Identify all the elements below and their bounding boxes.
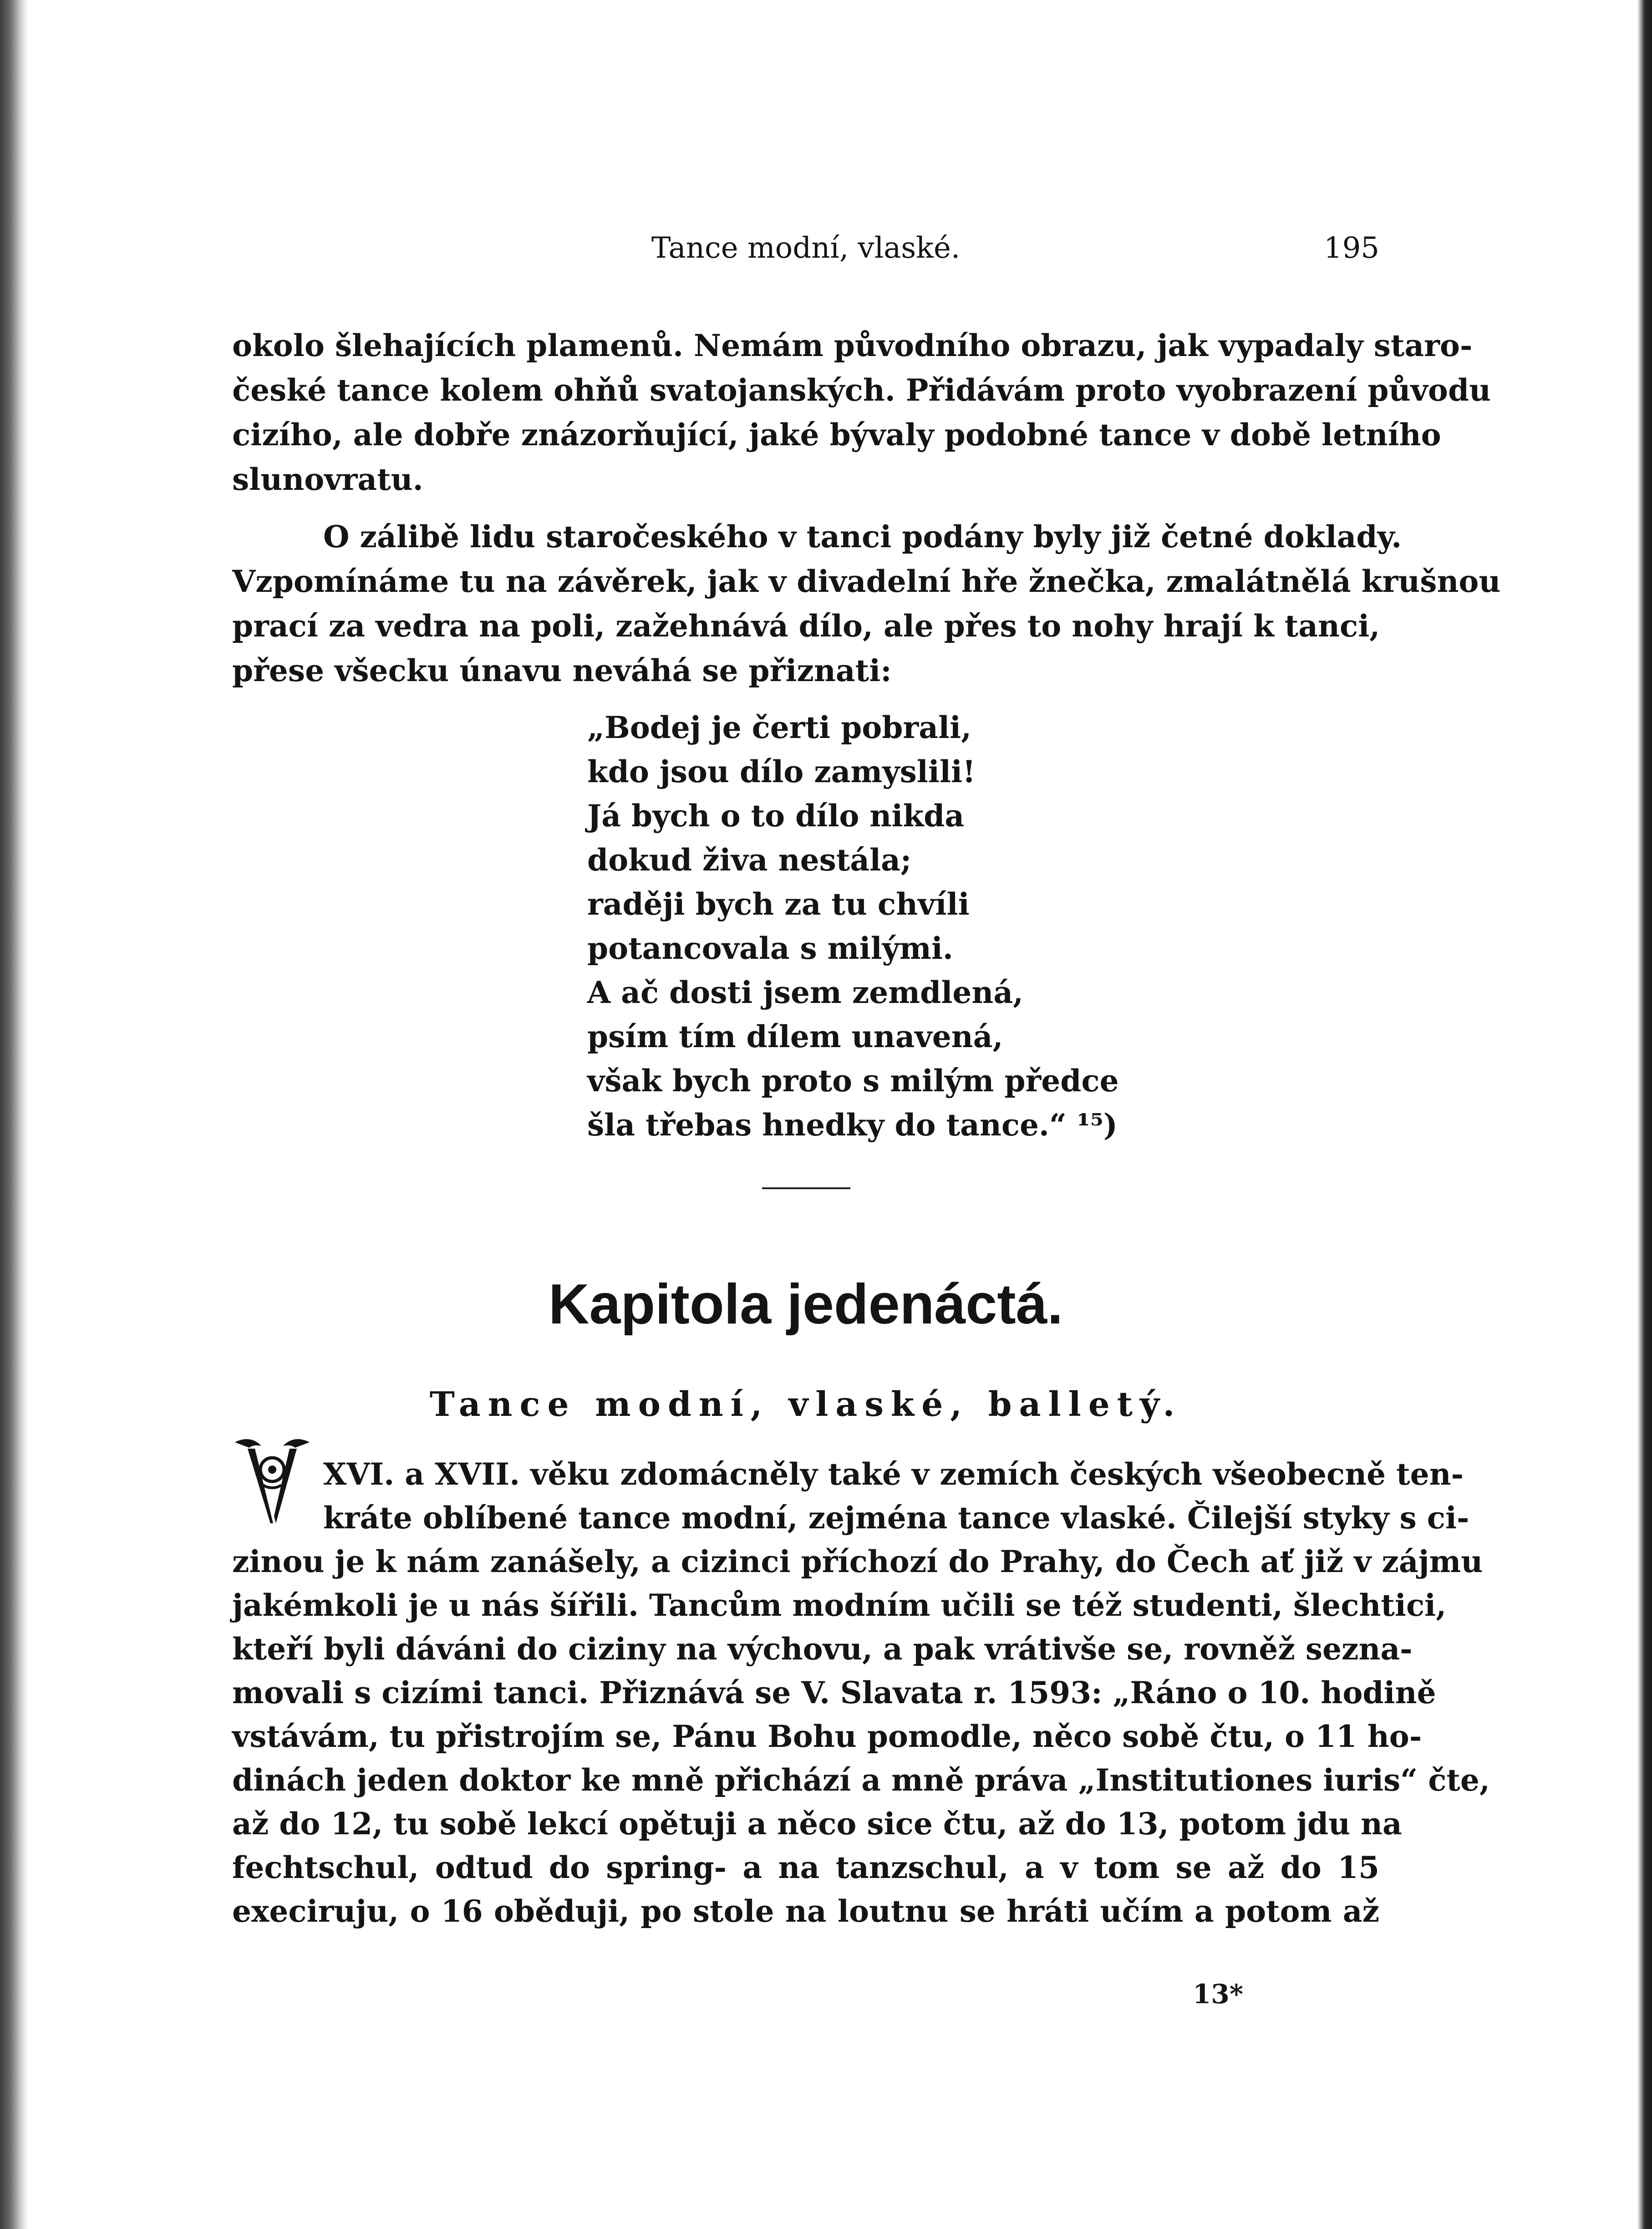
text-line: XVI. a XVII. věku zdomácněly také v zemích českých všeobecně ten- — [323, 1456, 1464, 1492]
scan-edge-right — [1637, 0, 1652, 2229]
section-divider — [762, 1187, 850, 1189]
chapter-subtitle: Tance modní, vlaské, balletý. — [429, 1385, 1182, 1424]
text-line: jakémkoli je u nás šířili. Tancům modním učili se též studenti, šlechtici, — [232, 1588, 1447, 1623]
poem-line: „Bodej je čerti pobrali, — [587, 710, 972, 745]
text-line: přese všecku únavu neváhá se přiznati: — [232, 653, 892, 688]
text-line: slunovratu. — [232, 462, 423, 497]
poem-line: Já bych o to dílo nikda — [587, 798, 965, 834]
text-line: execiruju, o 16 oběduji, po stole na loutnu se hráti učím a potom až — [232, 1893, 1379, 1929]
poem-line: A ač dosti jsem zemdlená, — [587, 975, 1024, 1010]
running-head — [232, 228, 1379, 269]
initial-ornament-right — [283, 1439, 310, 1448]
text-line: fechtschul, odtud do spring- a na tanzschul, a v tom se až do 15 — [232, 1850, 1379, 1885]
text-line: movali s cizími tanci. Přiznává se V. Slavata r. 1593: „Ráno o 10. hodině — [232, 1675, 1436, 1710]
chapter-heading: Kapitola jedenáctá. — [548, 1273, 1063, 1336]
poem-line: však bych proto s milým předce — [587, 1063, 1119, 1099]
text-line: zinou je k nám zanášely, a cizinci příchozí do Prahy, do Čech ať již v zájmu — [232, 1544, 1483, 1579]
poem-line: potancovala s milými. — [587, 931, 953, 966]
poem-line: raději bych za tu chvíli — [587, 886, 970, 922]
text-line: až do 12, tu sobě lekcí opětuji a něco sice čtu, až do 13, potom jdu na — [232, 1806, 1402, 1842]
text-line: české tance kolem ohňů svatojanských. Přidávám proto vyobrazení původu — [232, 372, 1491, 408]
text-line: kráte oblíbené tance modní, zejména tance vlaské. Čilejší styky s ci- — [323, 1500, 1469, 1536]
text-line: vstávám, tu přistrojím se, Pánu Bohu pomodle, něco sobě čtu, o 11 ho- — [232, 1719, 1422, 1754]
poem-line: psím tím dílem unavená, — [587, 1019, 1003, 1054]
page-number: 195 — [1323, 231, 1379, 265]
text-line: prací za vedra na poli, zažehnává dílo, ale přes to nohy hrají k tanci, — [232, 608, 1380, 644]
text-line: okolo šlehajících plamenů. Nemám původního obrazu, jak vypadaly staro- — [232, 328, 1473, 363]
poem-line: dokud živa nestála; — [587, 842, 912, 878]
text-line: O zálibě lidu staročeského v tanci podány byly již četné doklady. — [323, 519, 1402, 555]
paragraph-1 — [232, 323, 1491, 502]
initial-ornament-left — [235, 1439, 261, 1448]
running-title: Tance modní, vlaské. — [651, 231, 961, 265]
scan-edge-left — [0, 0, 28, 2229]
signature-mark: 13* — [1193, 1979, 1244, 2010]
poem-line: kdo jsou dílo zamyslili! — [587, 754, 976, 789]
text-line: cizího, ale dobře znázorňující, jaké bývaly podobné tance v době letního — [232, 417, 1441, 453]
text-line: kteří byli dáváni do ciziny na výchovu, a pak vrátivše se, rovněž sezna- — [232, 1631, 1413, 1667]
text-line: dinách jeden doktor ke mně přichází a mně práva „Institutiones iuris“ čte, — [232, 1762, 1490, 1798]
poem-quote — [587, 706, 1119, 1147]
chapter-body — [232, 1452, 1490, 1933]
poem-line: šla třebas hnedky do tance.“ ¹⁵) — [587, 1107, 1118, 1143]
text-line: Vzpomínáme tu na závěrek, jak v divadelní hře žnečka, zmalátnělá krušnou — [232, 564, 1501, 599]
paragraph-2 — [232, 514, 1501, 693]
